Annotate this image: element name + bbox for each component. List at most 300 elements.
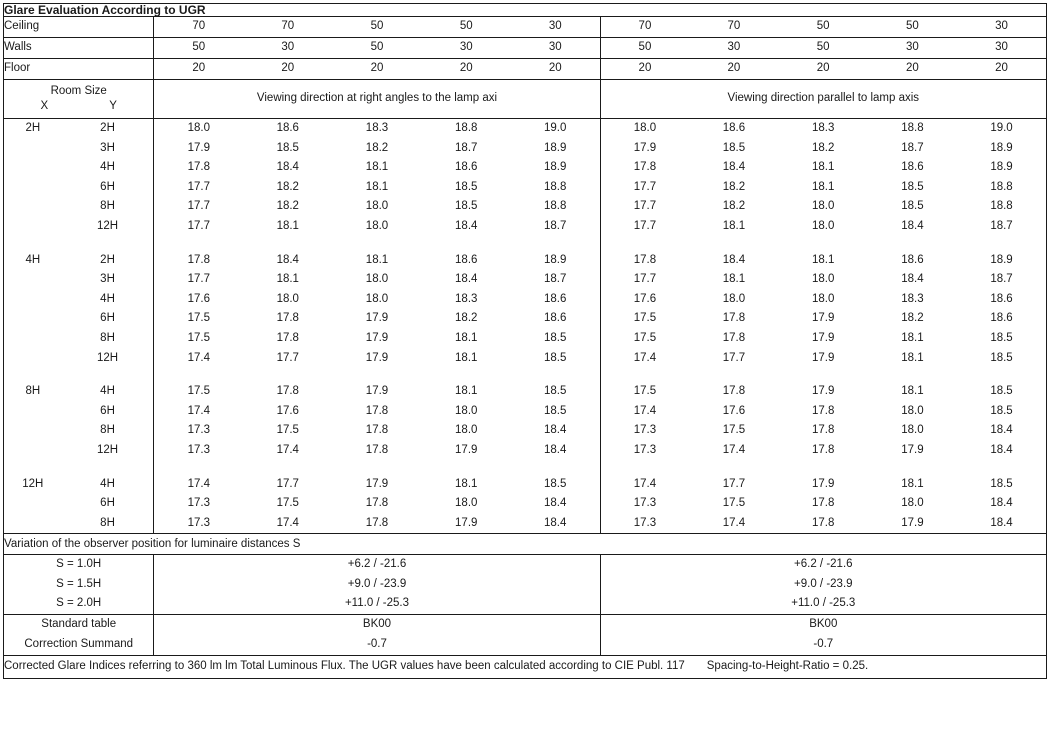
- ugr-value: 17.3: [633, 497, 657, 510]
- variation-value-right: +11.0 / -25.3: [791, 597, 856, 610]
- ugr-value: 18.2: [455, 312, 478, 325]
- table-row: [4, 139, 1047, 159]
- footer-note-text: Spacing-to-Height-Ratio = 0.25.: [706, 660, 869, 673]
- room-size-header: [4, 80, 154, 119]
- ugr-value: 18.4: [276, 161, 299, 174]
- correction-summand-left: -0.7: [154, 635, 600, 656]
- ugr-value: 18.7: [990, 220, 1013, 233]
- ugr-value: 17.3: [633, 516, 657, 529]
- reflectance-value: 50: [779, 38, 868, 59]
- ugr-value: 17.9: [365, 351, 389, 364]
- room-x: 2H: [25, 122, 41, 135]
- spacer-cell: [62, 237, 154, 251]
- ugr-value: 18.5: [990, 404, 1013, 417]
- variation-title: Variation of the observer position for luminaire distances S: [4, 534, 1047, 555]
- room-size-y-label: Y: [109, 100, 117, 112]
- ugr-value: 17.8: [276, 331, 299, 344]
- ugr-value: 18.2: [276, 200, 299, 213]
- ugr-value: 18.1: [901, 331, 924, 344]
- standard-table-label: Standard table: [4, 614, 154, 635]
- ugr-value: 17.8: [365, 424, 389, 437]
- group-spacer: [4, 368, 1047, 382]
- ugr-value: 17.8: [722, 331, 746, 344]
- ugr-value: 18.1: [455, 351, 478, 364]
- room-x-empty: [4, 309, 62, 329]
- ugr-value: 18.0: [365, 273, 389, 286]
- footer: [4, 655, 1047, 678]
- spacer-cell: [600, 461, 689, 475]
- ugr-value: 17.8: [633, 253, 657, 266]
- ugr-value: 17.9: [455, 516, 478, 529]
- ugr-value: 17.9: [365, 331, 389, 344]
- spacer-cell: [868, 237, 957, 251]
- variation-label: S = 1.0H: [4, 555, 154, 575]
- ugr-value: 17.7: [722, 477, 746, 490]
- ugr-value: 17.9: [811, 351, 835, 364]
- ugr-value: 17.9: [365, 477, 389, 490]
- ugr-value: 18.0: [455, 424, 478, 437]
- ugr-value: 17.4: [633, 404, 657, 417]
- room-x-empty: [4, 441, 62, 461]
- correction-summand-row: [4, 635, 1047, 656]
- ugr-value: 18.5: [511, 402, 600, 422]
- reflectance-value: 20: [779, 59, 868, 80]
- reflectance-value: 50: [422, 17, 511, 38]
- ugr-value: 18.5: [511, 475, 600, 495]
- ugr-value: 18.1: [722, 220, 746, 233]
- ugr-value: 18.4: [276, 253, 299, 266]
- ugr-value: 18.3: [901, 292, 924, 305]
- title-row: [4, 4, 1047, 17]
- ugr-value: 17.9: [455, 443, 478, 456]
- ugr-value: 18.0: [276, 292, 299, 305]
- room-x-empty: [4, 178, 62, 198]
- ugr-value: 18.2: [365, 141, 389, 154]
- ugr-value: 18.2: [276, 180, 299, 193]
- ugr-value: 18.8: [901, 122, 924, 135]
- ugr-value: 18.8: [511, 178, 600, 198]
- ugr-value: 17.4: [722, 516, 746, 529]
- table-row: [4, 251, 1047, 271]
- ugr-value: 18.0: [455, 404, 478, 417]
- ugr-value: 18.4: [990, 424, 1013, 437]
- ugr-value: 17.8: [276, 385, 299, 398]
- ugr-value: 17.7: [633, 200, 657, 213]
- reflectance-value: 20: [868, 59, 957, 80]
- ugr-value: 18.8: [990, 200, 1013, 213]
- ugr-value: 17.8: [811, 497, 835, 510]
- room-x-empty: [4, 270, 62, 290]
- ugr-value: 18.5: [990, 477, 1013, 490]
- table-row: [4, 329, 1047, 349]
- table-row: [4, 270, 1047, 290]
- table-row: [4, 494, 1047, 514]
- ugr-table: [3, 3, 1047, 679]
- ugr-value: 18.9: [990, 161, 1013, 174]
- ugr-value: 17.8: [811, 516, 835, 529]
- ugr-value: 18.9: [511, 158, 600, 178]
- ugr-value: 18.2: [901, 312, 924, 325]
- ugr-value: 17.4: [187, 404, 210, 417]
- ugr-value: 18.5: [990, 351, 1013, 364]
- group-spacer: [4, 237, 1047, 251]
- spacer-cell: [957, 237, 1046, 251]
- ugr-value: 17.9: [811, 331, 835, 344]
- reflectance-value: 20: [154, 59, 243, 80]
- room-x-empty: [4, 197, 62, 217]
- reflectance-row-floor: [4, 59, 1047, 80]
- ugr-value: 17.8: [811, 404, 835, 417]
- footer-main-text: Corrected Glare Indices referring to 360 lm lm Total Luminous Flux. The UGR values have been calculated according to CIE Publ. 117: [4, 660, 685, 673]
- ugr-value: 17.8: [722, 312, 746, 325]
- table-row: [4, 514, 1047, 534]
- ugr-value: 18.2: [811, 141, 835, 154]
- spacer-cell: [779, 368, 868, 382]
- ugr-value: 18.7: [901, 141, 924, 154]
- table-row: [4, 309, 1047, 329]
- spacer-cell: [422, 237, 511, 251]
- ugr-value: 17.8: [633, 161, 657, 174]
- reflectance-value: 50: [868, 17, 957, 38]
- reflectance-value: 20: [689, 59, 778, 80]
- spacer-cell: [689, 237, 778, 251]
- variation-row: [4, 594, 1047, 614]
- ugr-value: 18.7: [511, 217, 600, 237]
- table-row: [4, 158, 1047, 178]
- ugr-value: 18.1: [901, 385, 924, 398]
- ugr-value: 17.9: [811, 385, 835, 398]
- table-row: [4, 119, 1047, 139]
- variation-row: [4, 555, 1047, 575]
- ugr-value: 18.5: [511, 329, 600, 349]
- ugr-value: 18.4: [511, 494, 600, 514]
- ugr-value: 18.0: [811, 292, 835, 305]
- variation-label: S = 1.5H: [4, 575, 154, 595]
- reflectance-label: Walls: [4, 38, 154, 59]
- table-row: [4, 382, 1047, 402]
- ugr-value: 17.5: [187, 331, 210, 344]
- ugr-value: 17.4: [276, 516, 299, 529]
- ugr-value: 18.4: [901, 220, 924, 233]
- ugr-value: 17.7: [187, 273, 210, 286]
- ugr-value: 17.5: [276, 497, 299, 510]
- spacer-cell: [957, 461, 1046, 475]
- ugr-value: 17.8: [722, 385, 746, 398]
- room-y: 6H: [62, 309, 154, 329]
- ugr-value: 18.0: [365, 292, 389, 305]
- ugr-value: 18.0: [811, 273, 835, 286]
- spacer-cell: [332, 237, 421, 251]
- ugr-value: 18.3: [811, 122, 835, 135]
- ugr-value: 17.4: [187, 351, 210, 364]
- ugr-value: 18.4: [990, 516, 1013, 529]
- ugr-value: 18.9: [990, 253, 1013, 266]
- ugr-value: 18.1: [811, 253, 835, 266]
- ugr-value: 18.0: [811, 200, 835, 213]
- ugr-value: 18.6: [511, 309, 600, 329]
- reflectance-value: 70: [243, 17, 332, 38]
- ugr-value: 18.0: [901, 497, 924, 510]
- ugr-report-page: [0, 3, 1050, 753]
- reflectance-value: 70: [154, 17, 243, 38]
- ugr-value: 17.7: [187, 220, 210, 233]
- room-y: 12H: [62, 349, 154, 369]
- ugr-value: 17.5: [633, 331, 657, 344]
- room-y: 8H: [62, 197, 154, 217]
- ugr-value: 18.9: [511, 139, 600, 159]
- ugr-value: 18.1: [365, 161, 389, 174]
- ugr-value: 17.6: [722, 404, 746, 417]
- reflectance-value: 20: [511, 59, 600, 80]
- ugr-value: 18.0: [365, 200, 389, 213]
- room-y: 3H: [62, 139, 154, 159]
- ugr-value: 17.7: [633, 273, 657, 286]
- spacer-cell: [154, 461, 243, 475]
- room-y: 4H: [62, 290, 154, 310]
- room-x-empty: [4, 158, 62, 178]
- reflectance-value: 30: [689, 38, 778, 59]
- ugr-value: 17.3: [633, 443, 657, 456]
- table-row: [4, 349, 1047, 369]
- table-row: [4, 217, 1047, 237]
- spacer-cell: [600, 368, 689, 382]
- ugr-value: 18.5: [901, 200, 924, 213]
- ugr-value: 18.1: [901, 477, 924, 490]
- ugr-value: 18.4: [455, 273, 478, 286]
- ugr-value: 18.0: [633, 122, 657, 135]
- ugr-value: 17.9: [811, 477, 835, 490]
- spacer-cell: [243, 237, 332, 251]
- ugr-value: 17.6: [276, 404, 299, 417]
- ugr-value: 18.8: [990, 180, 1013, 193]
- ugr-value: 17.6: [187, 292, 210, 305]
- ugr-value: 18.0: [187, 122, 210, 135]
- spacer-cell: [62, 368, 154, 382]
- ugr-value: 18.2: [722, 200, 746, 213]
- spacer-cell: [868, 461, 957, 475]
- spacer-cell: [511, 368, 600, 382]
- spacer-cell: [4, 368, 62, 382]
- room-y: 8H: [62, 421, 154, 441]
- viewing-direction-parallel-header: Viewing direction parallel to lamp axis: [600, 80, 1046, 119]
- ugr-value: 18.4: [455, 220, 478, 233]
- ugr-value: 17.8: [365, 497, 389, 510]
- ugr-value: 18.6: [990, 292, 1013, 305]
- ugr-value: 18.5: [990, 385, 1013, 398]
- ugr-value: 18.3: [365, 122, 389, 135]
- room-y: 8H: [62, 329, 154, 349]
- ugr-value: 18.1: [455, 385, 478, 398]
- ugr-value: 17.9: [633, 141, 657, 154]
- room-x-empty: [4, 139, 62, 159]
- reflectance-value: 50: [779, 17, 868, 38]
- ugr-value: 18.0: [811, 220, 835, 233]
- reflectance-value: 50: [332, 17, 421, 38]
- ugr-value: 19.0: [990, 122, 1013, 135]
- reflectance-value: 30: [957, 17, 1046, 38]
- room-y: 6H: [62, 494, 154, 514]
- ugr-value: 17.7: [187, 180, 210, 193]
- ugr-value: 18.6: [511, 290, 600, 310]
- ugr-value: 18.1: [722, 273, 746, 286]
- spacer-cell: [779, 237, 868, 251]
- ugr-value: 17.3: [187, 497, 210, 510]
- ugr-value: 17.7: [633, 220, 657, 233]
- ugr-value: 18.1: [276, 273, 299, 286]
- ugr-value: 17.5: [187, 312, 210, 325]
- ugr-value: 17.7: [633, 180, 657, 193]
- ugr-value: 18.6: [901, 161, 924, 174]
- ugr-value: 17.9: [811, 312, 835, 325]
- ugr-value: 17.8: [276, 312, 299, 325]
- spacer-cell: [243, 461, 332, 475]
- table-row: [4, 421, 1047, 441]
- ugr-value: 18.5: [511, 382, 600, 402]
- ugr-value: 18.0: [901, 404, 924, 417]
- room-y: 12H: [62, 441, 154, 461]
- reflectance-label: Floor: [4, 59, 154, 80]
- spacer-cell: [600, 237, 689, 251]
- ugr-value: 18.4: [511, 514, 600, 534]
- reflectance-row-walls: [4, 38, 1047, 59]
- spacer-cell: [422, 368, 511, 382]
- ugr-value: 18.4: [511, 441, 600, 461]
- table-row: [4, 290, 1047, 310]
- ugr-value: 17.7: [187, 200, 210, 213]
- standard-table-left: BK00: [154, 614, 600, 635]
- spacer-cell: [422, 461, 511, 475]
- room-x: 12H: [22, 477, 44, 490]
- ugr-value: 18.1: [811, 180, 835, 193]
- ugr-value: 17.8: [811, 443, 835, 456]
- ugr-value: 18.1: [811, 161, 835, 174]
- variation-value-left: +6.2 / -21.6: [154, 555, 600, 575]
- ugr-value: 18.1: [901, 351, 924, 364]
- ugr-value: 17.8: [187, 161, 210, 174]
- ugr-value: 18.0: [455, 497, 478, 510]
- room-x-empty: [4, 290, 62, 310]
- ugr-value: 17.5: [722, 497, 746, 510]
- variation-value-right: +9.0 / -23.9: [794, 577, 853, 590]
- variation-value-left: +11.0 / -25.3: [154, 594, 600, 614]
- variation-title-row: [4, 534, 1047, 555]
- ugr-value: 18.9: [990, 141, 1013, 154]
- standard-table-right: BK00: [600, 614, 1046, 635]
- ugr-value: 17.9: [901, 516, 924, 529]
- spacer-cell: [4, 461, 62, 475]
- reflectance-value: 70: [689, 17, 778, 38]
- variation-row: [4, 575, 1047, 595]
- viewing-direction-perpendicular-header: Viewing direction at right angles to the lamp axi: [154, 80, 600, 119]
- reflectance-value: 30: [243, 38, 332, 59]
- ugr-value: 17.8: [187, 253, 210, 266]
- room-x-empty: [4, 402, 62, 422]
- room-size-label: Room Size: [50, 84, 107, 97]
- standard-table-row: [4, 614, 1047, 635]
- ugr-value: 18.4: [511, 421, 600, 441]
- ugr-value: 17.5: [633, 312, 657, 325]
- ugr-value: 18.5: [276, 141, 299, 154]
- ugr-value: 17.7: [722, 351, 746, 364]
- reflectance-value: 50: [332, 38, 421, 59]
- correction-summand-label: Correction Summand: [4, 635, 154, 656]
- ugr-value: 17.9: [901, 443, 924, 456]
- ugr-value: 18.4: [722, 253, 746, 266]
- ugr-value: 18.6: [990, 312, 1013, 325]
- reflectance-row-ceiling: [4, 17, 1047, 38]
- ugr-value: 17.9: [365, 312, 389, 325]
- ugr-value: 18.7: [511, 270, 600, 290]
- room-y: 4H: [62, 158, 154, 178]
- ugr-value: 17.6: [633, 292, 657, 305]
- ugr-value: 18.4: [722, 161, 746, 174]
- reflectance-label: Ceiling: [4, 17, 154, 38]
- reflectance-value: 20: [422, 59, 511, 80]
- ugr-value: 18.3: [455, 292, 478, 305]
- ugr-value: 17.7: [276, 351, 299, 364]
- reflectance-value: 20: [243, 59, 332, 80]
- spacer-cell: [154, 368, 243, 382]
- correction-summand-right: -0.7: [600, 635, 1046, 656]
- ugr-value: 18.0: [365, 220, 389, 233]
- variation-value-left: +9.0 / -23.9: [154, 575, 600, 595]
- ugr-value: 18.6: [901, 253, 924, 266]
- room-x-empty: [4, 329, 62, 349]
- ugr-value: 17.3: [187, 516, 210, 529]
- ugr-value: 18.6: [455, 161, 478, 174]
- room-x-empty: [4, 421, 62, 441]
- reflectance-value: 20: [957, 59, 1046, 80]
- ugr-value: 18.5: [990, 331, 1013, 344]
- ugr-value: 18.2: [722, 180, 746, 193]
- reflectance-value: 30: [422, 38, 511, 59]
- page-title: Glare Evaluation According to UGR: [4, 4, 1047, 17]
- ugr-value: 17.5: [276, 424, 299, 437]
- ugr-value: 18.5: [511, 349, 600, 369]
- ugr-value: 18.6: [455, 253, 478, 266]
- room-x: 4H: [25, 253, 41, 266]
- table-row: [4, 475, 1047, 495]
- reflectance-value: 50: [600, 38, 689, 59]
- ugr-value: 17.3: [187, 424, 210, 437]
- room-y: 2H: [62, 251, 154, 271]
- table-row: [4, 402, 1047, 422]
- spacer-cell: [689, 368, 778, 382]
- ugr-value: 18.4: [990, 443, 1013, 456]
- table-row: [4, 197, 1047, 217]
- ugr-value: 17.8: [365, 516, 389, 529]
- reflectance-value: 30: [511, 38, 600, 59]
- spacer-cell: [957, 368, 1046, 382]
- table-row: [4, 441, 1047, 461]
- ugr-value: 18.8: [455, 122, 478, 135]
- room-y: 2H: [62, 119, 154, 139]
- ugr-value: 18.5: [455, 180, 478, 193]
- room-x: 8H: [25, 385, 41, 398]
- ugr-value: 18.0: [722, 292, 746, 305]
- ugr-value: 17.5: [633, 385, 657, 398]
- ugr-value: 17.4: [633, 351, 657, 364]
- room-x-empty: [4, 514, 62, 534]
- room-x-empty: [4, 217, 62, 237]
- ugr-value: 17.8: [365, 404, 389, 417]
- reflectance-value: 70: [600, 17, 689, 38]
- spacer-cell: [511, 237, 600, 251]
- ugr-value: 18.5: [901, 180, 924, 193]
- spacer-cell: [332, 368, 421, 382]
- room-y: 8H: [62, 514, 154, 534]
- reflectance-value: 20: [600, 59, 689, 80]
